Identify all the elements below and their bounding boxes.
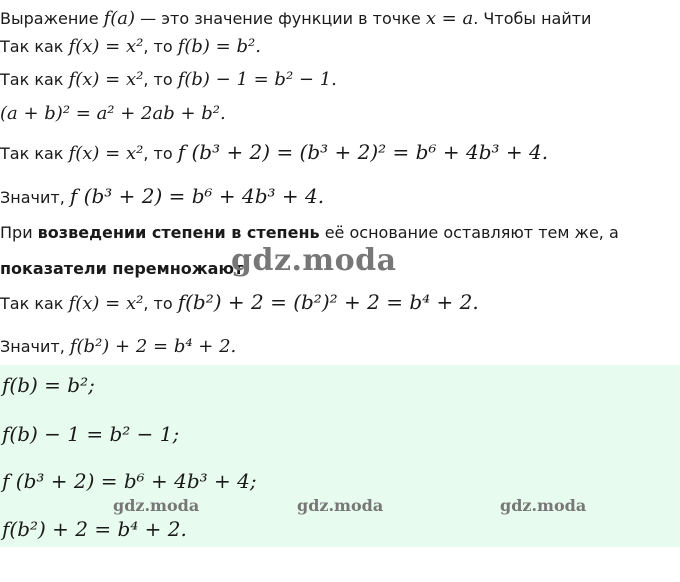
- math-expression: f (b³ + 2) = (b³ + 2)² = b⁶ + 4b³ + 4.: [177, 140, 549, 164]
- answer-line-3: f (b³ + 2) = b⁶ + 4b³ + 4;: [2, 469, 257, 493]
- math-expression: x = a: [425, 8, 474, 29]
- watermark-logo: gdz.moda: [231, 243, 397, 278]
- watermark-logo: gdz.moda: [297, 496, 384, 515]
- solution-line-7: При возведении степени в степень её основание оставляют тем же, а: [0, 223, 619, 242]
- math-expression: f(x) = x²: [68, 69, 144, 90]
- math-expression: f(b) − 1 = b² − 1.: [177, 69, 337, 90]
- bold-term: возведении степени в степень: [37, 223, 320, 242]
- solution-line-8: [0, 259, 249, 278]
- math-expression: (a + b)² = a² + 2ab + b².: [0, 103, 226, 124]
- answer-block: [0, 365, 680, 547]
- solution-line-5: Так как f(x) = x², то f (b³ + 2) = (b³ + 2)² = b⁶ + 4b³ + 4.: [0, 140, 549, 164]
- solution-line-6: Значит, f (b³ + 2) = b⁶ + 4b³ + 4.: [0, 184, 325, 208]
- answer-line-1: f(b) = b²;: [2, 373, 95, 397]
- solution-line-9: Так как f(x) = x², то f(b²) + 2 = (b²)² + 2 = b⁴ + 2.: [0, 290, 479, 314]
- math-expression: f(b²) + 2 = b⁴ + 2.: [69, 336, 237, 357]
- bold-term: показатели перемножают.: [0, 259, 250, 278]
- math-expression: f(x) = x²: [68, 293, 144, 314]
- answer-line-4: f(b²) + 2 = b⁴ + 2.: [2, 517, 187, 541]
- solution-line-4: [0, 103, 226, 124]
- math-expression: f(x) = x²: [68, 36, 144, 57]
- math-expression: f (b³ + 2) = b⁶ + 4b³ + 4.: [69, 184, 325, 208]
- answer-line-2: f(b) − 1 = b² − 1;: [2, 422, 180, 446]
- solution-line-10: Значит, f(b²) + 2 = b⁴ + 2.: [0, 336, 237, 357]
- solution-line-3: Так как f(x) = x², то f(b) − 1 = b² − 1.: [0, 69, 337, 90]
- solution-line-2: Так как f(x) = x², то f(b) = b².: [0, 36, 261, 57]
- math-expression: f(a): [103, 8, 136, 29]
- watermark-logo: gdz.moda: [500, 496, 587, 515]
- solution-line-1: Выражение f(a) — это значение функции в точке x = a. Чтобы найти: [0, 8, 592, 29]
- math-expression: f(b) = b².: [177, 36, 261, 57]
- watermark-logo: gdz.moda: [113, 496, 200, 515]
- math-expression: f(b²) + 2 = (b²)² + 2 = b⁴ + 2.: [177, 290, 479, 314]
- math-expression: f(x) = x²: [68, 143, 144, 164]
